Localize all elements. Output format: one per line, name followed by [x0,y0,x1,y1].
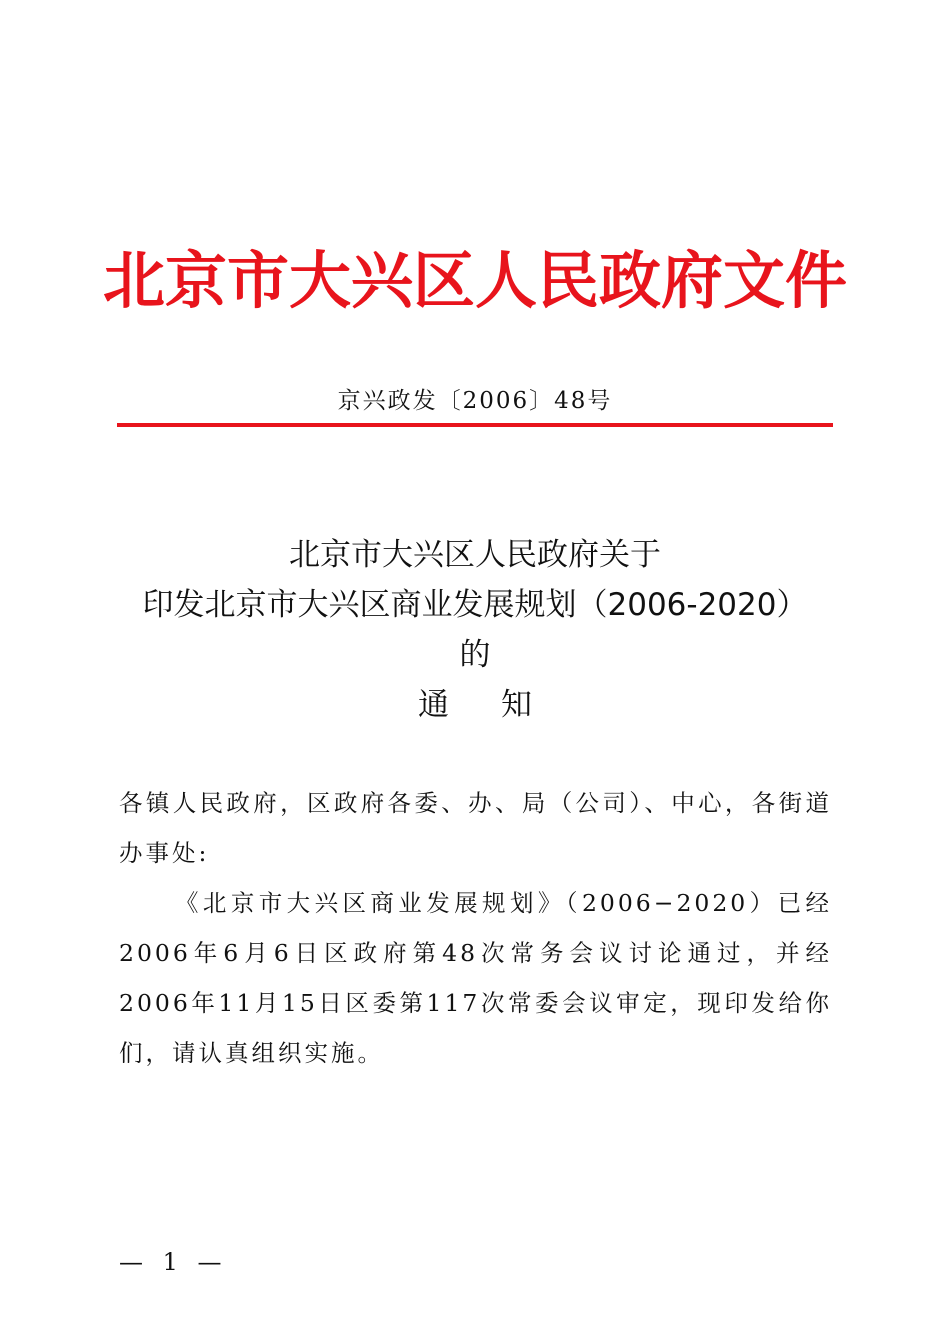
document-number: 京兴政发〔2006〕48号 [337,388,613,414]
notice-title-line-3: 的 [459,637,491,673]
notice-title-line-4: 通知 [418,687,584,723]
page-number: — 1 — [119,1248,228,1276]
document-header-title: 北京市大兴区人民政府文件 [102,244,847,317]
notice-title-line-2: 印发北京市大兴区商业发展规划（2006-2020） [142,587,808,623]
red-divider-line [117,423,833,427]
salutation: 各镇人民政府，区政府各委、办、局（公司）、中心，各街道办事处: [119,789,832,867]
body-paragraph: 《北京市大兴区商业发展规划》（2006−2020）已经2006年6月6日区政府第48次常务会议讨论通过，并经2006年11月15日区委第117次常委会议审定，现印发给你们，请认真组织实施。 [119,889,832,1067]
notice-title-line-1: 北京市大兴区人民政府关于 [289,537,661,573]
